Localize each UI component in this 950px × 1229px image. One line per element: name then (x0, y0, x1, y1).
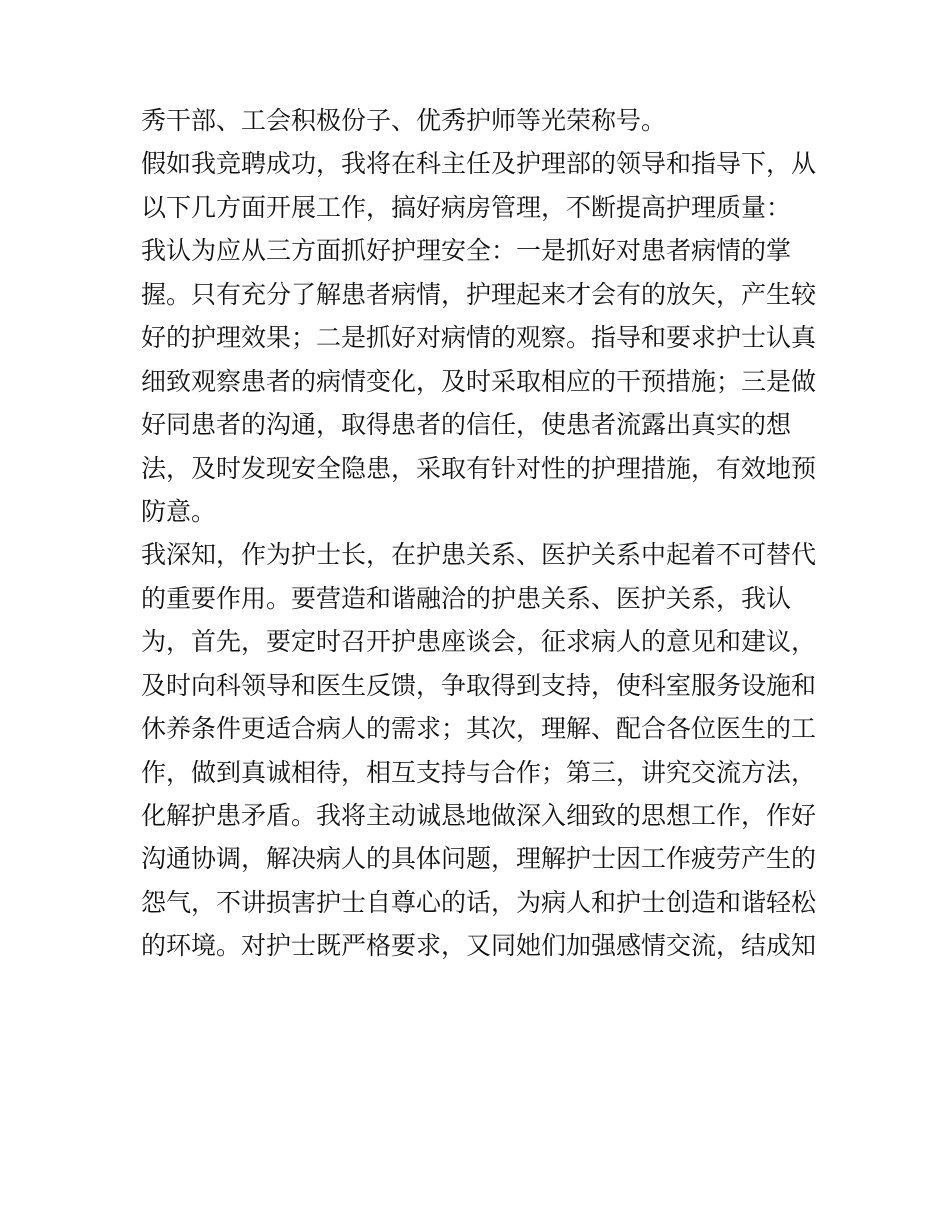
text-line: 秀干部、工会积极份子、优秀护师等光荣称号。 (141, 106, 667, 135)
text-line: 休养条件更适合病人的需求；其次，理解、配合各位医生的工 (141, 714, 817, 744)
text-line: 防意。 (141, 496, 217, 526)
text-line: 沟通协调，解决病人的具体问题，理解护士因工作疲劳产生的 (141, 844, 817, 874)
text-line: 的重要作用。要营造和谐融洽的护患关系、医护关系，我认 (141, 583, 792, 613)
text-line: 怨气，不讲损害护士自尊心的话，为病人和护士创造和谐轻松 (141, 887, 817, 917)
body-text (141, 108, 821, 977)
text-line: 的环境。对护士既严格要求，又同她们加强感情交流，结成知 (141, 931, 817, 961)
text-line: 作，做到真诚相待，相互支持与合作；第三，讲究交流方法， (141, 757, 817, 787)
text-line: 好同患者的沟通，取得患者的信任，使患者流露出真实的想 (141, 410, 792, 440)
text-line: 及时向科领导和医生反馈，争取得到支持，使科室服务设施和 (141, 670, 817, 700)
text-line: 我深知，作为护士长，在护患关系、医护关系中起着不可替代 (141, 540, 817, 570)
text-line: 以下几方面开展工作，搞好病房管理，不断提高护理质量： (141, 192, 792, 222)
text-line: 握。只有充分了解患者病情，护理起来才会有的放矢，产生较 (141, 279, 817, 309)
text-line: 假如我竞聘成功，我将在科主任及护理部的领导和指导下，从 (141, 149, 817, 179)
text-line: 我认为应从三方面抓好护理安全：一是抓好对患者病情的掌 (141, 236, 792, 266)
text-line: 为，首先，要定时召开护患座谈会，征求病人的意见和建议， (141, 627, 817, 657)
text-line: 法，及时发现安全隐患，采取有针对性的护理措施，有效地预 (141, 453, 817, 483)
text-line: 好的护理效果；二是抓好对病情的观察。指导和要求护士认真 (141, 323, 817, 353)
text-line: 化解护患矛盾。我将主动诚恳地做深入细致的思想工作，作好 (141, 801, 817, 830)
text-line: 细致观察患者的病情变化，及时采取相应的干预措施；三是做 (141, 366, 817, 396)
